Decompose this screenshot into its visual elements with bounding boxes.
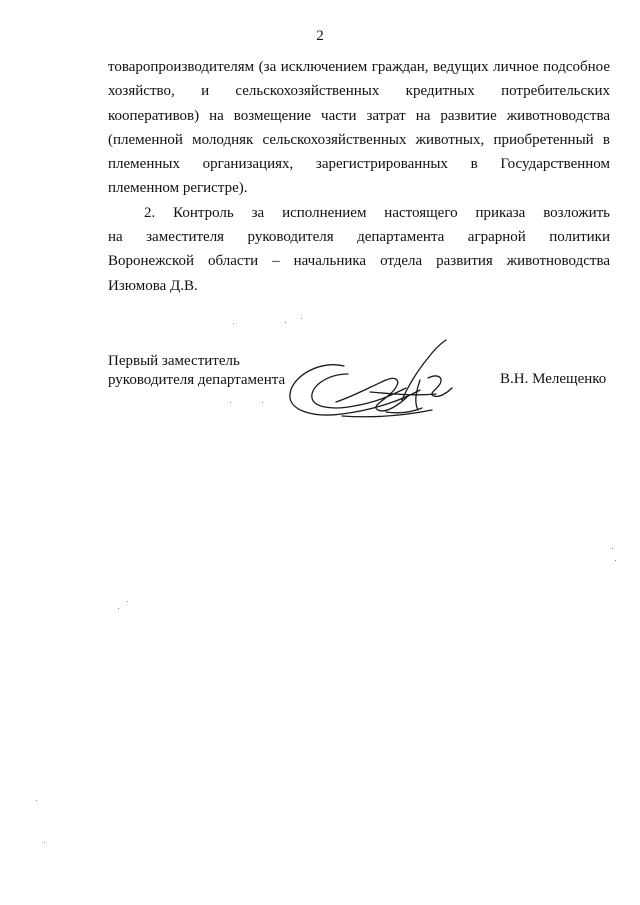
scan-speck [44,842,45,843]
signatory-title-line-1: Первый заместитель [108,353,240,369]
text-line: Изюмова Д.В. [108,277,198,294]
scan-speck [262,402,263,403]
text-line: 2. Контроль за исполнением настоящего приказа возложить [144,204,610,221]
text-line: кооперативов) на возмещение части затрат на развитие животноводства [108,107,610,124]
page-number: 2 [316,28,324,44]
text-line: товаропроизводителям (за исключением граждан, ведущих личное подсобное [108,59,610,75]
text-line: племенном регистре). [108,180,248,197]
handwritten-signature [282,330,472,435]
scan-speck [615,560,616,561]
scan-speck [301,318,302,319]
signatory-name: В.Н. Мелещенко [500,371,607,387]
scan-speck [118,608,119,609]
scan-speck [36,800,37,801]
document-body [108,55,610,298]
scan-speck [612,548,613,549]
scan-speck [230,402,231,403]
text-line: (племенной молодняк сельскохозяйственных животных, приобретенный в [108,131,610,148]
text-line: хозяйство, и сельскохозяйственных кредитных потребительских [108,83,610,100]
paragraph-1 [108,55,610,201]
signatory-title-line-2: руководителя департамента [108,372,286,388]
signatory-title [108,352,285,390]
text-line: на заместителя руководителя департамента аграрной политики [108,229,610,246]
text-line: Воронежской области – начальника отдела развития животноводства [108,253,610,270]
text-line: племенных организациях, зарегистрированных в Государственном [108,156,610,173]
scan-speck [127,601,128,602]
scan-speck [233,323,234,324]
scan-speck [285,322,286,323]
paragraph-2 [108,201,610,298]
